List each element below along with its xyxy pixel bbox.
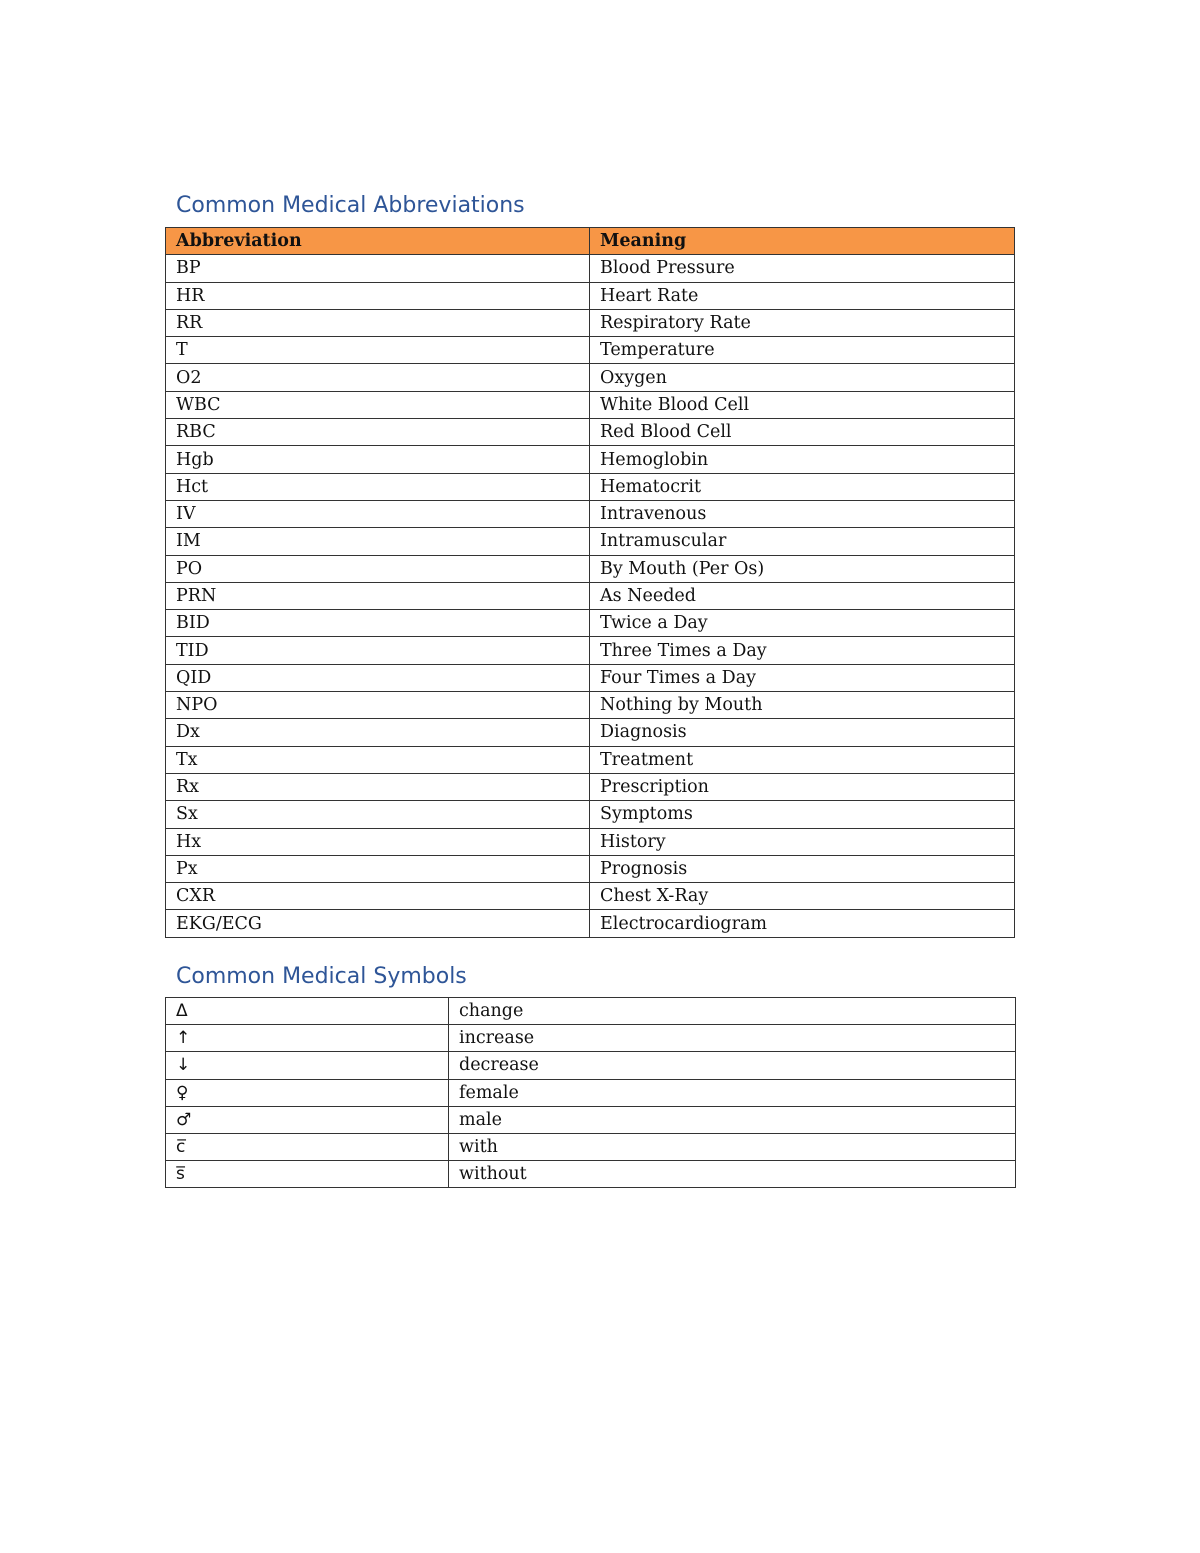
column-header-abbreviation: Abbreviation: [166, 228, 590, 255]
meaning-cell: Prognosis: [590, 855, 1015, 882]
table-row: [166, 309, 1015, 336]
meaning-cell: Diagnosis: [590, 719, 1015, 746]
meaning-cell: Temperature: [590, 337, 1015, 364]
table-row: [166, 446, 1015, 473]
table-row: [166, 391, 1015, 418]
abbreviation-cell: QID: [166, 664, 590, 691]
table-row: [166, 500, 1015, 527]
meaning-cell: increase: [449, 1025, 1016, 1052]
abbreviation-cell: HR: [166, 282, 590, 309]
abbreviation-cell: RR: [166, 309, 590, 336]
meaning-cell: Four Times a Day: [590, 664, 1015, 691]
meaning-cell: without: [449, 1161, 1016, 1188]
table-row: [166, 746, 1015, 773]
table-row: [166, 528, 1015, 555]
abbreviation-cell: NPO: [166, 692, 590, 719]
table-row: [166, 910, 1015, 937]
meaning-cell: Prescription: [590, 773, 1015, 800]
abbreviation-cell: Sx: [166, 801, 590, 828]
table-row: [166, 719, 1015, 746]
meaning-cell: Heart Rate: [590, 282, 1015, 309]
abbreviation-cell: O2: [166, 364, 590, 391]
table-row: [166, 364, 1015, 391]
symbol-cell: c̅: [166, 1133, 449, 1160]
table-row: [166, 1052, 1016, 1079]
meaning-cell: Hematocrit: [590, 473, 1015, 500]
abbreviations-body: [166, 255, 1015, 937]
abbreviation-cell: BID: [166, 610, 590, 637]
meaning-cell: History: [590, 828, 1015, 855]
table-row: [166, 419, 1015, 446]
abbreviation-cell: Tx: [166, 746, 590, 773]
symbols-table: [165, 997, 1016, 1188]
table-row: [166, 282, 1015, 309]
abbreviation-cell: Px: [166, 855, 590, 882]
abbreviation-cell: TID: [166, 637, 590, 664]
table-row: [166, 773, 1015, 800]
table-row: [166, 1106, 1016, 1133]
symbol-cell: Δ: [166, 998, 449, 1025]
meaning-cell: Treatment: [590, 746, 1015, 773]
abbreviation-cell: BP: [166, 255, 590, 282]
abbreviation-cell: WBC: [166, 391, 590, 418]
meaning-cell: Nothing by Mouth: [590, 692, 1015, 719]
meaning-cell: Intramuscular: [590, 528, 1015, 555]
table-row: [166, 610, 1015, 637]
table-row: [166, 1161, 1016, 1188]
meaning-cell: As Needed: [590, 582, 1015, 609]
meaning-cell: decrease: [449, 1052, 1016, 1079]
table-row: [166, 337, 1015, 364]
abbreviation-cell: Dx: [166, 719, 590, 746]
meaning-cell: Respiratory Rate: [590, 309, 1015, 336]
symbol-cell: ↓: [166, 1052, 449, 1079]
abbreviation-cell: T: [166, 337, 590, 364]
meaning-cell: Blood Pressure: [590, 255, 1015, 282]
abbreviation-cell: Hx: [166, 828, 590, 855]
table-row: [166, 637, 1015, 664]
table-header-row: [166, 228, 1015, 255]
symbols-title: Common Medical Symbols: [176, 964, 467, 989]
symbol-cell: ↑: [166, 1025, 449, 1052]
meaning-cell: male: [449, 1106, 1016, 1133]
table-row: [166, 664, 1015, 691]
meaning-cell: female: [449, 1079, 1016, 1106]
table-row: [166, 1025, 1016, 1052]
meaning-cell: Intravenous: [590, 500, 1015, 527]
table-row: [166, 473, 1015, 500]
column-header-meaning: Meaning: [590, 228, 1015, 255]
meaning-cell: Three Times a Day: [590, 637, 1015, 664]
abbreviation-cell: PO: [166, 555, 590, 582]
table-row: [166, 555, 1015, 582]
meaning-cell: Chest X-Ray: [590, 883, 1015, 910]
abbreviation-cell: IM: [166, 528, 590, 555]
table-row: [166, 1079, 1016, 1106]
meaning-cell: By Mouth (Per Os): [590, 555, 1015, 582]
abbreviation-cell: CXR: [166, 883, 590, 910]
meaning-cell: Hemoglobin: [590, 446, 1015, 473]
abbreviation-cell: Hct: [166, 473, 590, 500]
table-row: [166, 255, 1015, 282]
table-row: [166, 692, 1015, 719]
table-row: [166, 801, 1015, 828]
abbreviation-cell: RBC: [166, 419, 590, 446]
table-row: [166, 998, 1016, 1025]
abbreviation-cell: IV: [166, 500, 590, 527]
meaning-cell: Symptoms: [590, 801, 1015, 828]
symbol-cell: ♂: [166, 1106, 449, 1133]
abbreviation-cell: EKG/ECG: [166, 910, 590, 937]
abbreviation-cell: Rx: [166, 773, 590, 800]
symbols-body: [166, 998, 1016, 1188]
table-row: [166, 582, 1015, 609]
meaning-cell: White Blood Cell: [590, 391, 1015, 418]
abbreviation-cell: PRN: [166, 582, 590, 609]
symbol-cell: ♀: [166, 1079, 449, 1106]
meaning-cell: Electrocardiogram: [590, 910, 1015, 937]
meaning-cell: with: [449, 1133, 1016, 1160]
meaning-cell: change: [449, 998, 1016, 1025]
meaning-cell: Red Blood Cell: [590, 419, 1015, 446]
abbreviation-cell: Hgb: [166, 446, 590, 473]
meaning-cell: Twice a Day: [590, 610, 1015, 637]
meaning-cell: Oxygen: [590, 364, 1015, 391]
table-row: [166, 855, 1015, 882]
table-row: [166, 883, 1015, 910]
abbreviations-title: Common Medical Abbreviations: [176, 193, 525, 218]
table-row: [166, 1133, 1016, 1160]
table-row: [166, 828, 1015, 855]
abbreviations-table: [165, 227, 1015, 938]
symbol-cell: s̅: [166, 1161, 449, 1188]
